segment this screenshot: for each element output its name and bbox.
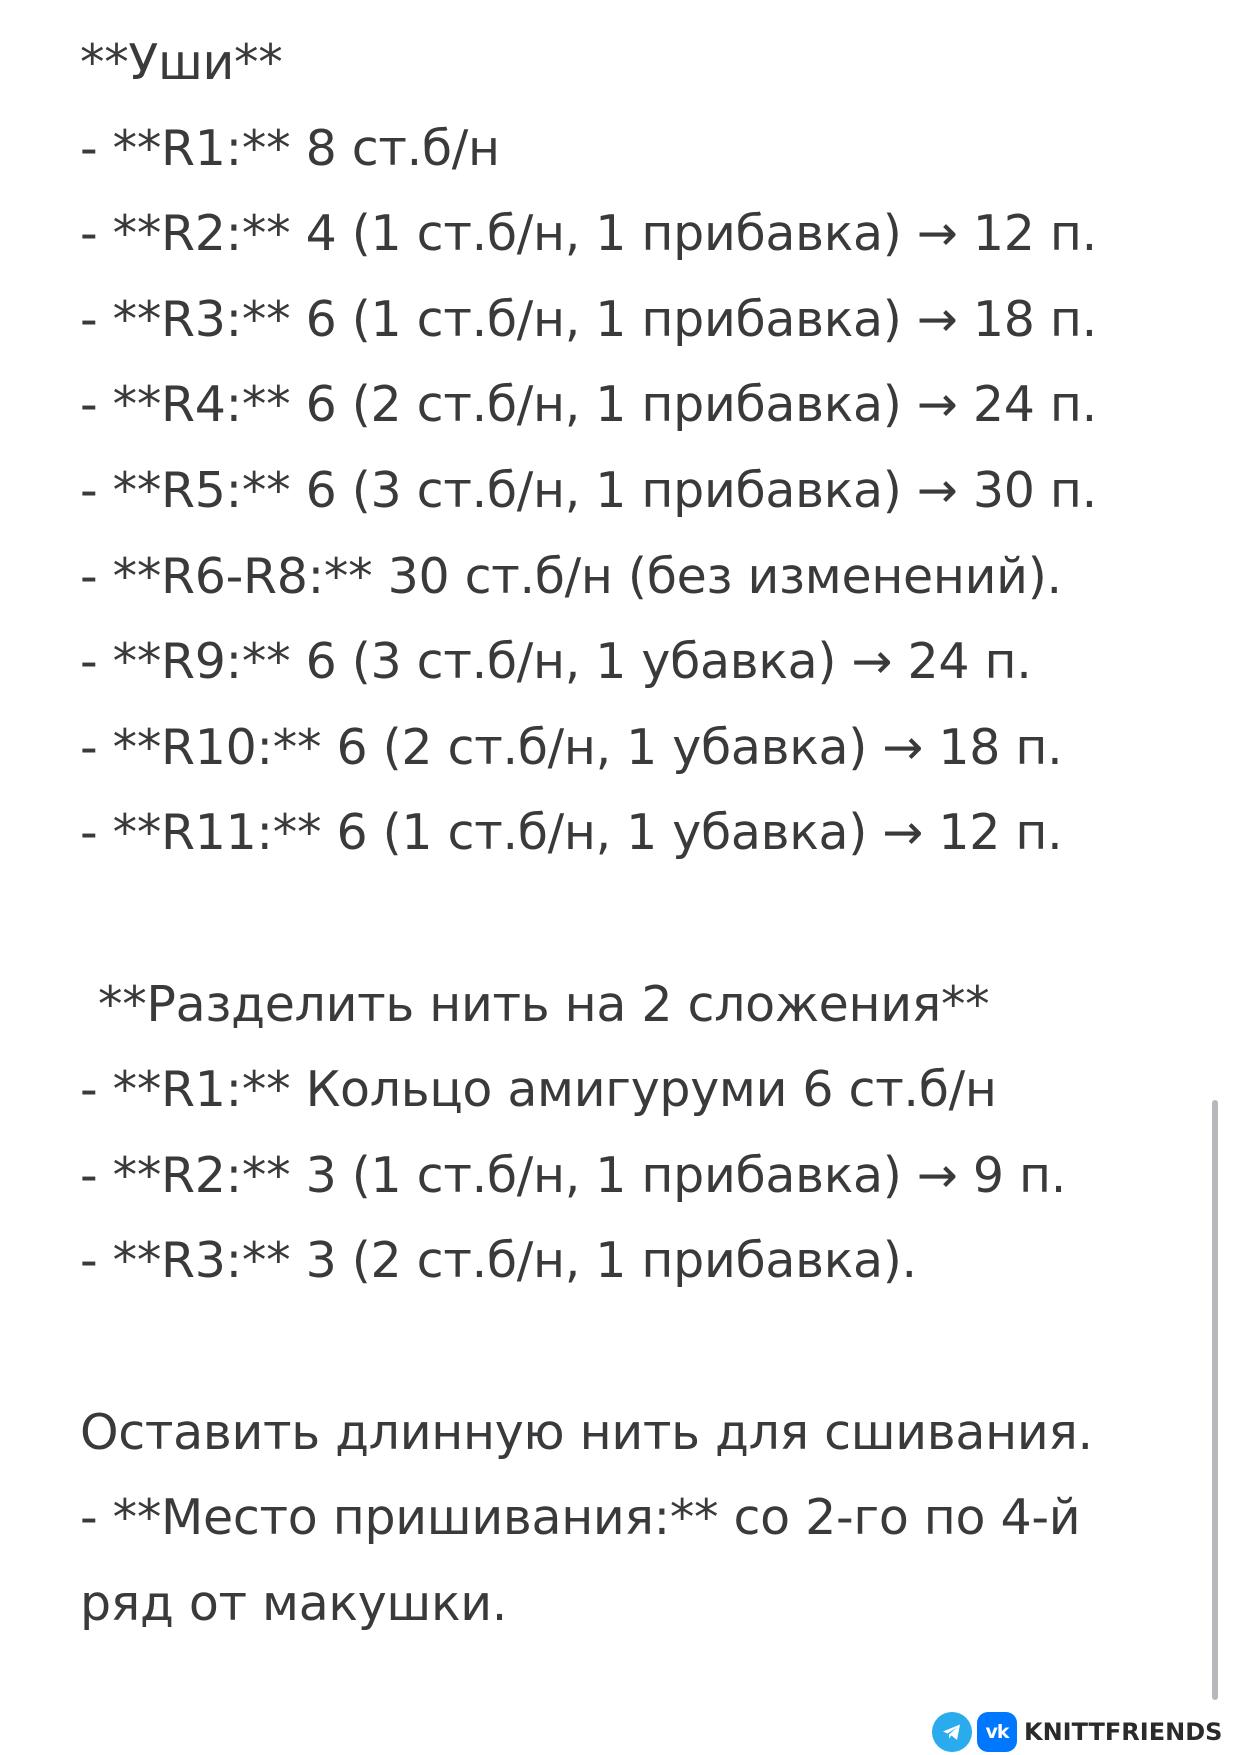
note-text: Оставить длинную нить для сшивания. <box>80 1403 1093 1461</box>
placement-text: - **Место пришивания:** со 2-го по 4-й ряд от макушки. <box>80 1489 1081 1632</box>
blank-line <box>80 876 1160 962</box>
pattern-row: - **R3:** 3 (2 ст.б/н, 1 прибавка). <box>80 1232 917 1290</box>
pattern-row: - **R10:** 6 (2 ст.б/н, 1 убавка) → 18 п. <box>80 718 1063 776</box>
pattern-row: - **R4:** 6 (2 ст.б/н, 1 прибавка) → 24 п. <box>80 376 1097 434</box>
pattern-row: - **R1:** 8 ст.б/н <box>80 119 500 177</box>
blank-line <box>80 1304 1160 1390</box>
pattern-row: - **R1:** Кольцо амигуруми 6 ст.б/н <box>80 1061 997 1119</box>
pattern-row: - **R9:** 6 (3 ст.б/н, 1 убавка) → 24 п. <box>80 633 1032 691</box>
pattern-row: - **R2:** 3 (1 ст.б/н, 1 прибавка) → 9 п. <box>80 1146 1067 1204</box>
pattern-row: - **R5:** 6 (3 ст.б/н, 1 прибавка) → 30 п. <box>80 461 1097 519</box>
vk-icon <box>977 1712 1017 1752</box>
pattern-row: - **R2:** 4 (1 ст.б/н, 1 прибавка) → 12 п. <box>80 205 1097 263</box>
document-body <box>80 20 1160 1646</box>
telegram-icon <box>932 1712 972 1752</box>
watermark-text: KNITTFRIENDS <box>1024 1718 1223 1746</box>
vk-icon-label: vk <box>985 1721 1009 1743</box>
section-title-split-yarn: **Разделить нить на 2 сложения** <box>98 975 990 1033</box>
pattern-row: - **R3:** 6 (1 ст.б/н, 1 прибавка) → 18 п. <box>80 290 1097 348</box>
watermark <box>932 1712 1222 1752</box>
section-title-ears: **Уши** <box>80 34 283 91</box>
scrollbar[interactable] <box>1212 1100 1218 1700</box>
pattern-row: - **R6-R8:** 30 ст.б/н (без изменений). <box>80 547 1062 605</box>
pattern-row: - **R11:** 6 (1 ст.б/н, 1 убавка) → 12 п. <box>80 804 1063 862</box>
